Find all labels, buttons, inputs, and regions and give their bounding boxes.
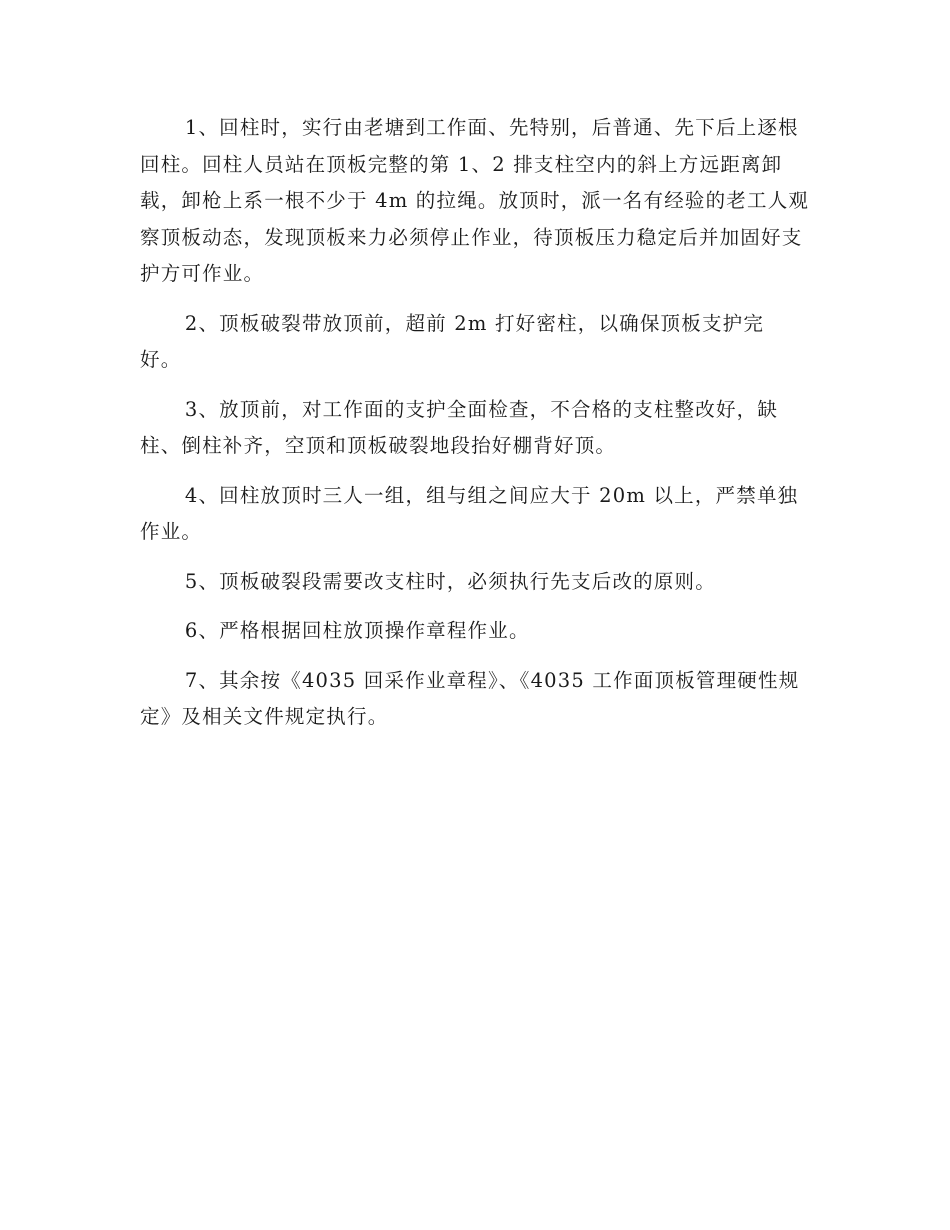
paragraph-5: 5、顶板破裂段需要改支柱时，必须执行先支后改的原则。 xyxy=(184,569,716,593)
paragraph-6: 6、严格根据回柱放顶操作章程作业。 xyxy=(184,619,530,642)
paragraph-3: 3、放顶前，对工作面的支护全面检查，不合格的支柱整改好，缺柱、倒柱补齐，空顶和顶板破裂地段抬好棚背好顶。 xyxy=(140,397,779,457)
paragraph-7: 7、其余按《4035 回采作业章程》、《4035 工作面顶板管理硬性规定》及相关文件规定执行。 xyxy=(140,668,800,728)
paragraph-2: 2、顶板破裂带放顶前，超前 2m 打好密柱，以确保顶板支护完好。 xyxy=(140,311,765,371)
paragraph-4: 4、回柱放顶时三人一组，组与组之间应大于 20m 以上，严禁单独作业。 xyxy=(140,483,799,543)
document-body xyxy=(140,110,810,749)
paragraph-1: 1、回柱时，实行由老塘到工作面、先特别，后普通、先下后上逐根回柱。回柱人员站在顶板完整的第 1、2 排支柱空内的斜上方远距离卸载，卸枪上系一根不少于 4m 的拉绳。放顶时，派一名有经验的老工人观察顶板动态，发现顶板来力必须停止作业，待顶板压力稳定后并加固好支护方可作业。 xyxy=(140,116,810,285)
